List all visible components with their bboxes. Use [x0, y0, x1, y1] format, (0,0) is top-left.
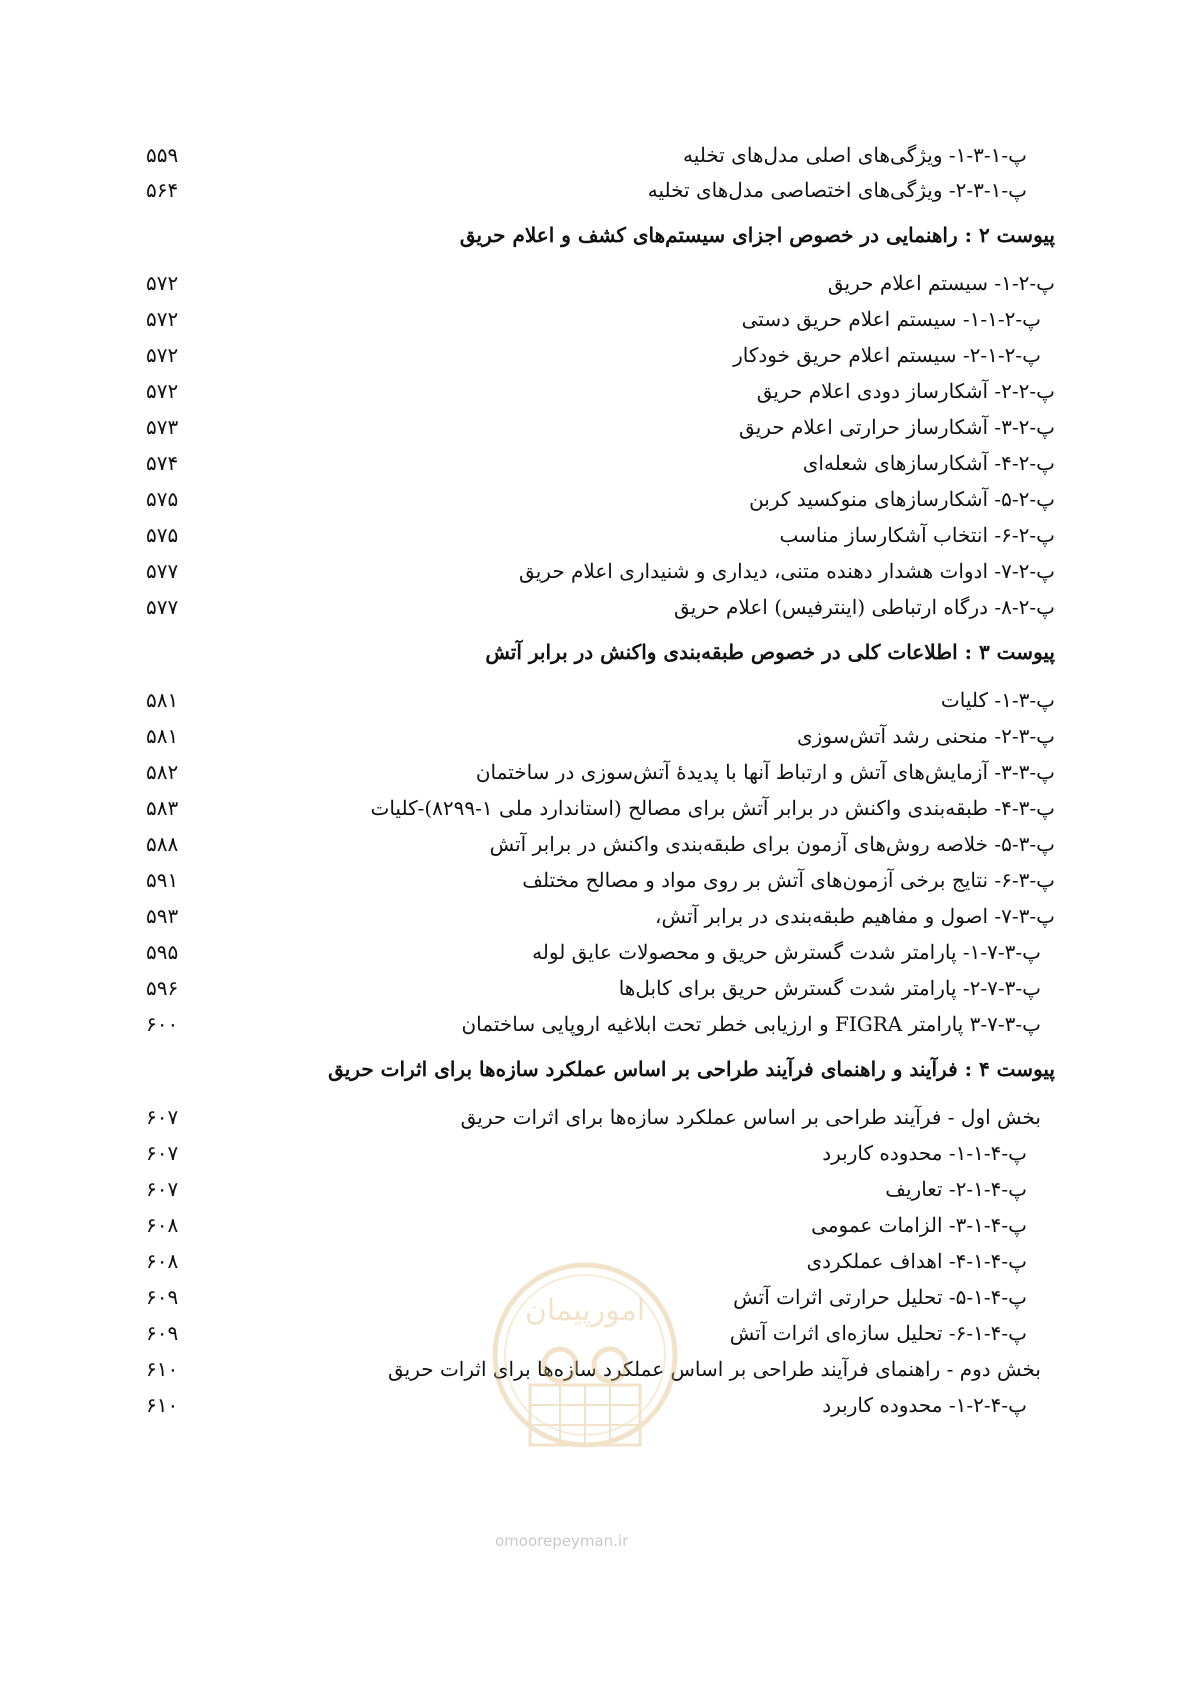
entry-title: پ-۲-۸- درگاه ارتباطی (اینترفیس) اعلام حریق — [674, 595, 1055, 619]
entry-title: پ-۲-۷- ادوات هشدار دهنده متنی، دیداری و شنیداری اعلام حریق — [519, 559, 1055, 583]
entry-title: پ-۴-۱-۳- الزامات عمومی — [811, 1213, 1027, 1237]
entry-title: پ-۲-۲- آشکارساز دودی اعلام حریق — [756, 379, 1055, 403]
entry-title: پ-۴-۱-۱- محدوده کاربرد — [822, 1141, 1027, 1165]
entry-title: پ-۳-۷-۳ پارامتر FIGRA و ارزیابی خطر تحت ابلاغیه اروپایی ساختمان — [461, 1012, 1041, 1036]
entry-page-number: ۶۰۷ — [146, 1177, 179, 1201]
entry-title: بخش دوم - راهنمای فرآیند طراحی بر اساس عملکرد سازه‌ها برای اثرات حریق — [387, 1357, 1041, 1381]
entry-title: پ-۲-۱-۲- سیستم اعلام حریق خودکار — [733, 343, 1041, 367]
entry-title: پ-۳-۵- خلاصه روش‌های آزمون برای طبقه‌بندی واکنش در برابر آتش — [489, 832, 1055, 856]
entry-title: پ-۴-۱-۵- تحلیل حرارتی اثرات آتش — [733, 1285, 1027, 1309]
entry-page-number: ۵۵۹ — [146, 143, 179, 167]
entry-page-number: ۵۸۳ — [146, 796, 179, 820]
toc-entry — [0, 1207, 1191, 1243]
toc-entry — [0, 898, 1191, 934]
watermark-logo-text: امورپیمان — [524, 1293, 646, 1328]
entry-page-number: ۵۷۵ — [146, 523, 179, 547]
entry-page-number: ۵۷۲ — [146, 307, 179, 331]
entry-title: پ-۲-۴- آشکارسازهای شعله‌ای — [802, 451, 1055, 475]
toc-entry — [0, 172, 1191, 208]
toc-entry — [0, 301, 1191, 337]
entry-page-number: ۵۷۷ — [146, 595, 179, 619]
entry-page-number: ۶۰۸ — [146, 1213, 179, 1237]
entry-title: پ-۱-۳-۱- ویژگی‌های اصلی مدل‌های تخلیه — [682, 143, 1027, 167]
entry-page-number: ۵۸۲ — [146, 760, 179, 784]
entry-page-number: ۵۷۲ — [146, 271, 179, 295]
entry-page-number: ۵۸۸ — [146, 832, 179, 856]
entry-title: پ-۲-۱-۱- سیستم اعلام حریق دستی — [741, 307, 1041, 331]
entry-title: پ-۴-۲-۱- محدوده کاربرد — [822, 1393, 1027, 1417]
toc-entry — [0, 137, 1191, 173]
entry-page-number: ۵۹۱ — [146, 868, 179, 892]
toc-section-heading — [0, 634, 1191, 670]
toc-entry — [0, 1171, 1191, 1207]
entry-page-number: ۶۰۸ — [146, 1249, 179, 1273]
toc-entry — [0, 589, 1191, 625]
entry-page-number: ۶۰۷ — [146, 1141, 179, 1165]
toc-entry — [0, 754, 1191, 790]
toc-entry — [0, 970, 1191, 1006]
entry-title: پ-۳-۶- نتایج برخی آزمون‌های آتش بر روی مواد و مصالح مختلف — [522, 868, 1055, 892]
entry-page-number: ۵۷۷ — [146, 559, 179, 583]
toc-entry — [0, 409, 1191, 445]
toc-entry — [0, 1135, 1191, 1171]
entry-page-number: ۶۰۹ — [146, 1285, 179, 1309]
entry-page-number: ۵۷۵ — [146, 487, 179, 511]
toc-section-heading — [0, 1051, 1191, 1087]
entry-page-number: ۵۹۵ — [146, 940, 179, 964]
entry-title: پ-۲-۶- انتخاب آشکارساز مناسب — [779, 523, 1055, 547]
entry-page-number: ۵۸۱ — [146, 688, 179, 712]
entry-title: پ-۴-۱-۴- اهداف عملکردی — [806, 1249, 1027, 1273]
entry-page-number: ۵۸۱ — [146, 724, 179, 748]
toc-entry — [0, 337, 1191, 373]
entry-page-number: ۵۷۳ — [146, 415, 179, 439]
toc-entry — [0, 826, 1191, 862]
toc-entry — [0, 1099, 1191, 1135]
toc-entry — [0, 445, 1191, 481]
toc-entry — [0, 481, 1191, 517]
entry-title: پ-۴-۱-۲- تعاریف — [885, 1177, 1027, 1201]
toc-entry — [0, 682, 1191, 718]
entry-title: پ-۴-۱-۶- تحلیل سازه‌ای اثرات آتش — [729, 1321, 1027, 1345]
entry-title: پ-۳-۳- آزمایش‌های آتش و ارتباط آنها با پدیدهٔ آتش‌سوزی در ساختمان — [475, 760, 1055, 784]
entry-title: پ-۱-۳-۲- ویژگی‌های اختصاصی مدل‌های تخلیه — [647, 178, 1027, 202]
entry-page-number: ۵۷۴ — [146, 451, 179, 475]
section-title: پیوست ۳ : اطلاعات کلی در خصوص طبقه‌بندی واکنش در برابر آتش — [485, 640, 1055, 664]
toc-section-heading — [0, 217, 1191, 253]
entry-page-number: ۵۶۴ — [146, 178, 179, 202]
entry-page-number: ۵۷۲ — [146, 379, 179, 403]
toc-entry — [0, 553, 1191, 589]
toc-entry — [0, 373, 1191, 409]
entry-title: پ-۳-۱- کلیات — [940, 688, 1055, 712]
entry-title: پ-۳-۷-۲- پارامتر شدت گسترش حریق برای کابل‌ها — [618, 976, 1041, 1000]
watermark-url: omoorepeyman.ir — [495, 1532, 629, 1550]
entry-page-number: ۶۰۷ — [146, 1105, 179, 1129]
entry-page-number: ۶۱۰ — [146, 1393, 179, 1417]
toc-entry — [0, 790, 1191, 826]
entry-title: پ-۲-۵- آشکارسازهای منوکسید کربن — [749, 487, 1055, 511]
section-title: پیوست ۴ : فرآیند و راهنمای فرآیند طراحی بر اساس عملکرد سازه‌ها برای اثرات حریق — [328, 1057, 1055, 1081]
toc-entry — [0, 718, 1191, 754]
entry-title: پ-۳-۴- طبقه‌بندی واکنش در برابر آتش برای مصالح (استاندارد ملی ۱-۸۲۹۹)-کلیات — [370, 796, 1055, 820]
entry-title: پ-۲-۳- آشکارساز حرارتی اعلام حریق — [739, 415, 1055, 439]
toc-entry — [0, 517, 1191, 553]
entry-page-number: ۶۱۰ — [146, 1357, 179, 1381]
entry-page-number: ۶۰۰ — [146, 1012, 179, 1036]
toc-entry — [0, 934, 1191, 970]
entry-page-number: ۵۹۶ — [146, 976, 179, 1000]
entry-page-number: ۶۰۹ — [146, 1321, 179, 1345]
toc-entry — [0, 265, 1191, 301]
toc-entry — [0, 1006, 1191, 1042]
entry-title: پ-۳-۷-۱- پارامتر شدت گسترش حریق و محصولات عایق لوله — [532, 940, 1041, 964]
entry-title: پ-۲-۱- سیستم اعلام حریق — [827, 271, 1055, 295]
toc-entry — [0, 862, 1191, 898]
entry-title: پ-۳-۷- اصول و مفاهیم طبقه‌بندی در برابر آتش، — [655, 904, 1055, 928]
entry-title: پ-۳-۲- منحنی رشد آتش‌سوزی — [797, 724, 1055, 748]
entry-title: بخش اول - فرآیند طراحی بر اساس عملکرد سازه‌ها برای اثرات حریق — [460, 1105, 1041, 1129]
entry-page-number: ۵۷۲ — [146, 343, 179, 367]
watermark-logo — [490, 1245, 680, 1505]
section-title: پیوست ۲ : راهنمایی در خصوص اجزای سیستم‌های کشف و اعلام حریق — [459, 223, 1055, 247]
entry-page-number: ۵۹۳ — [146, 904, 179, 928]
